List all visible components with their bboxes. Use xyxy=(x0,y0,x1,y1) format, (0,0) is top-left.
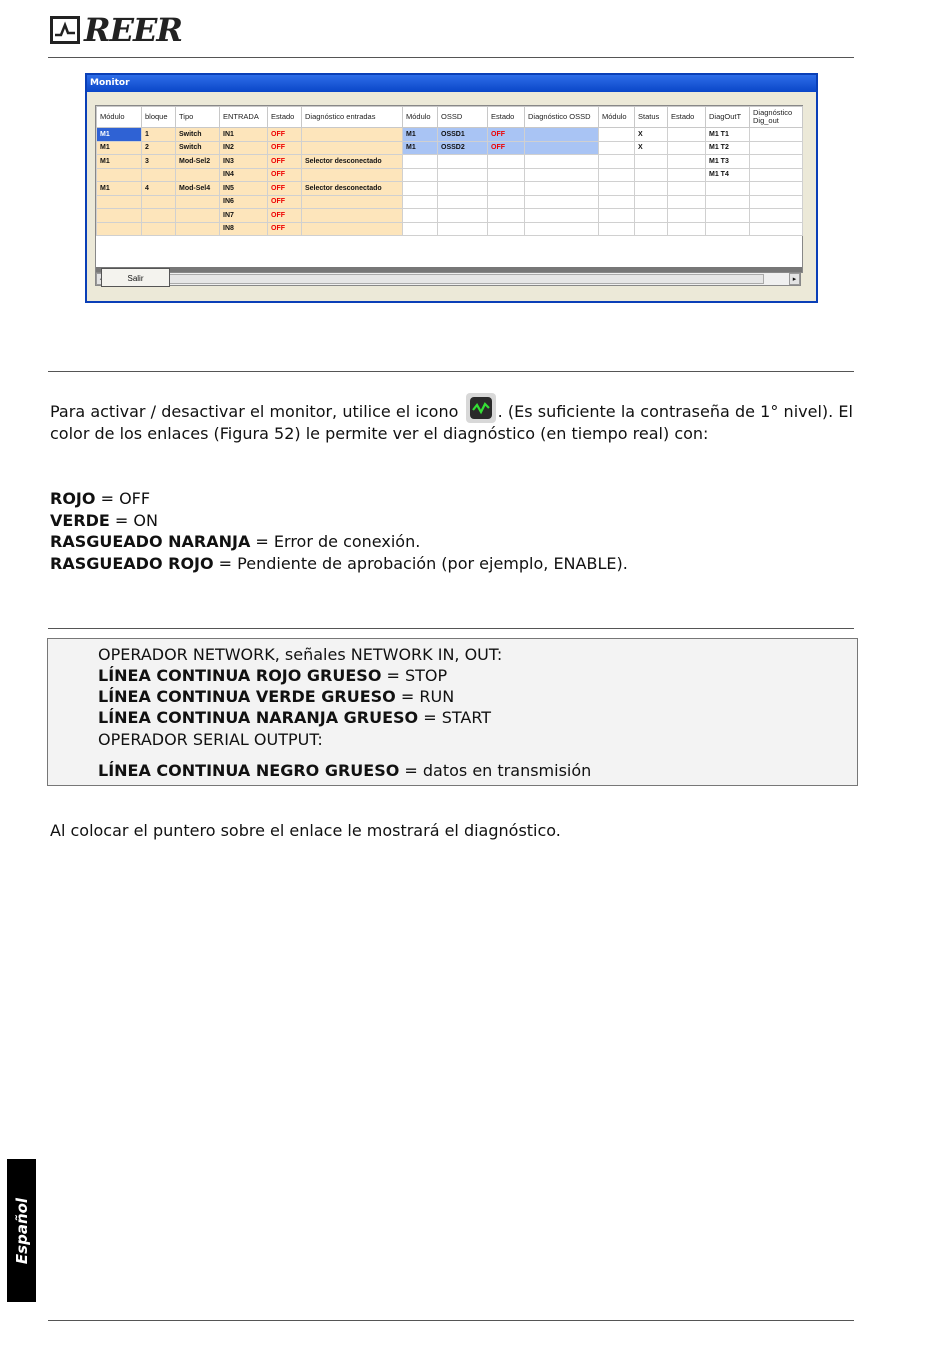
legend-green: VERDE = ON xyxy=(50,511,158,530)
table-cell: IN2 xyxy=(220,141,268,155)
horizontal-scrollbar[interactable] xyxy=(95,272,801,286)
table-row[interactable] xyxy=(97,168,803,182)
table-cell xyxy=(635,182,668,196)
paragraph-hover: Al colocar el puntero sobre el enlace le mostrará el diagnóstico. xyxy=(50,821,561,840)
table-cell xyxy=(706,209,750,223)
table-row[interactable] xyxy=(97,155,803,169)
monitor-table xyxy=(96,106,803,236)
table-cell xyxy=(750,155,803,169)
table-cell: OFF xyxy=(268,128,302,142)
scrollbar-thumb[interactable] xyxy=(108,274,764,284)
header-rule xyxy=(48,57,854,58)
table-cell xyxy=(97,168,142,182)
table-cell: X xyxy=(635,141,668,155)
table-cell xyxy=(488,209,525,223)
table-cell: OFF xyxy=(488,128,525,142)
table-cell: IN4 xyxy=(220,168,268,182)
column-header[interactable]: Módulo xyxy=(97,107,142,128)
table-cell: M1 xyxy=(403,128,438,142)
table-cell: X xyxy=(635,128,668,142)
table-row[interactable] xyxy=(97,128,803,142)
table-cell xyxy=(525,168,599,182)
table-cell xyxy=(302,195,403,209)
table-cell xyxy=(176,168,220,182)
table-cell: Selector desconectado xyxy=(302,155,403,169)
table-cell: M1 T4 xyxy=(706,168,750,182)
table-row[interactable] xyxy=(97,141,803,155)
table-cell xyxy=(403,182,438,196)
table-cell xyxy=(750,128,803,142)
table-cell xyxy=(706,195,750,209)
table-cell xyxy=(176,209,220,223)
column-header[interactable]: Tipo xyxy=(176,107,220,128)
table-cell xyxy=(438,182,488,196)
column-header[interactable]: Módulo xyxy=(599,107,635,128)
table-cell xyxy=(142,222,176,236)
table-cell: OFF xyxy=(268,182,302,196)
column-header[interactable]: OSSD xyxy=(438,107,488,128)
table-cell: M1 xyxy=(97,128,142,142)
table-cell xyxy=(635,222,668,236)
table-cell xyxy=(599,182,635,196)
table-cell xyxy=(750,141,803,155)
column-header[interactable]: Diagnóstico OSSD xyxy=(525,107,599,128)
language-side-tab: Español xyxy=(7,1159,36,1302)
table-cell xyxy=(750,222,803,236)
table-cell xyxy=(668,128,706,142)
logo-text: REER xyxy=(84,11,182,49)
window-title: Monitor xyxy=(87,75,816,92)
exit-button[interactable]: Salir xyxy=(101,268,170,287)
table-cell xyxy=(97,195,142,209)
table-cell xyxy=(302,168,403,182)
box-line-network: OPERADOR NETWORK, señales NETWORK IN, OUT: xyxy=(98,645,503,664)
table-cell: OFF xyxy=(488,141,525,155)
table-cell: IN1 xyxy=(220,128,268,142)
table-cell xyxy=(599,155,635,169)
table-cell: Switch xyxy=(176,141,220,155)
section-rule-2 xyxy=(48,628,854,629)
monitor-grid xyxy=(95,105,803,273)
table-cell xyxy=(668,168,706,182)
column-header[interactable]: Diagnóstico Dig_out xyxy=(750,107,803,128)
table-cell: Selector desconectado xyxy=(302,182,403,196)
table-cell xyxy=(750,168,803,182)
paragraph-text-before: Para activar / desactivar el monitor, utilice el icono xyxy=(50,402,459,421)
legend-red-dashed: RASGUEADO ROJO = Pendiente de aprobación (por ejemplo, ENABLE). xyxy=(50,554,628,573)
table-cell xyxy=(525,195,599,209)
box-line-start: LÍNEA CONTINUA NARANJA GRUESO = START xyxy=(98,708,492,727)
column-header[interactable]: DiagOutT xyxy=(706,107,750,128)
table-cell xyxy=(403,155,438,169)
table-cell xyxy=(668,222,706,236)
table-cell: IN5 xyxy=(220,182,268,196)
table-cell: Mod-Sel4 xyxy=(176,182,220,196)
table-cell xyxy=(599,209,635,223)
table-cell xyxy=(438,168,488,182)
table-cell xyxy=(403,195,438,209)
table-cell: M1 xyxy=(97,182,142,196)
table-cell: M1 T2 xyxy=(706,141,750,155)
table-cell xyxy=(668,209,706,223)
table-cell xyxy=(599,128,635,142)
table-cell xyxy=(302,209,403,223)
paragraph-text-after: . (Es suficiente la contraseña de 1° nivel). El color de los enlaces (Figura 52) le permite ver el diagnóstico (en tiempo real) con: xyxy=(50,402,853,443)
table-cell xyxy=(525,182,599,196)
scroll-right-icon[interactable]: ▸ xyxy=(789,273,800,285)
table-cell xyxy=(438,195,488,209)
table-cell xyxy=(142,209,176,223)
legend-red: ROJO = OFF xyxy=(50,489,151,508)
table-cell: 4 xyxy=(142,182,176,196)
box-line-serial: OPERADOR SERIAL OUTPUT: xyxy=(98,730,323,749)
table-cell: Mod-Sel2 xyxy=(176,155,220,169)
table-cell xyxy=(599,168,635,182)
table-cell: M1 xyxy=(403,141,438,155)
paragraph-monitor xyxy=(50,393,853,445)
table-cell xyxy=(97,222,142,236)
table-cell: IN3 xyxy=(220,155,268,169)
table-cell xyxy=(750,195,803,209)
table-cell xyxy=(635,195,668,209)
table-cell xyxy=(403,209,438,223)
table-row[interactable] xyxy=(97,195,803,209)
table-cell: Switch xyxy=(176,128,220,142)
table-cell xyxy=(142,168,176,182)
table-cell xyxy=(706,222,750,236)
table-cell xyxy=(176,222,220,236)
table-cell xyxy=(599,195,635,209)
reer-logo-mark-icon xyxy=(50,16,80,44)
monitor-icon xyxy=(466,393,496,423)
table-cell: M1 T3 xyxy=(706,155,750,169)
box-line-data: LÍNEA CONTINUA NEGRO GRUESO = datos en transmisión xyxy=(98,761,592,780)
table-cell xyxy=(488,195,525,209)
table-cell xyxy=(142,195,176,209)
table-cell: OFF xyxy=(268,195,302,209)
table-row[interactable] xyxy=(97,209,803,223)
column-header[interactable]: Estado xyxy=(268,107,302,128)
table-cell: M1 T1 xyxy=(706,128,750,142)
table-cell xyxy=(525,141,599,155)
table-cell xyxy=(403,168,438,182)
table-cell xyxy=(488,168,525,182)
column-header[interactable]: ENTRADA xyxy=(220,107,268,128)
table-cell: OFF xyxy=(268,168,302,182)
table-cell xyxy=(438,209,488,223)
table-cell xyxy=(488,222,525,236)
table-cell: OFF xyxy=(268,209,302,223)
table-row[interactable] xyxy=(97,222,803,236)
table-cell xyxy=(438,222,488,236)
table-cell xyxy=(403,222,438,236)
column-header[interactable]: Diagnóstico entradas xyxy=(302,107,403,128)
table-cell xyxy=(302,128,403,142)
table-cell: OFF xyxy=(268,141,302,155)
table-cell: IN8 xyxy=(220,222,268,236)
box-line-run: LÍNEA CONTINUA VERDE GRUESO = RUN xyxy=(98,687,455,706)
table-cell xyxy=(668,182,706,196)
table-cell xyxy=(525,222,599,236)
table-cell xyxy=(599,141,635,155)
table-cell: OSSD2 xyxy=(438,141,488,155)
table-cell: OSSD1 xyxy=(438,128,488,142)
table-cell: OFF xyxy=(268,222,302,236)
legend-orange-dashed: RASGUEADO NARANJA = Error de conexión. xyxy=(50,532,421,551)
monitor-window xyxy=(85,73,818,303)
column-header[interactable]: Estado xyxy=(668,107,706,128)
table-cell: OFF xyxy=(268,155,302,169)
table-cell xyxy=(302,141,403,155)
table-cell xyxy=(706,182,750,196)
section-rule-1 xyxy=(48,371,854,372)
column-header[interactable]: Estado xyxy=(488,107,525,128)
column-header[interactable]: Módulo xyxy=(403,107,438,128)
table-cell xyxy=(525,155,599,169)
table-cell xyxy=(525,128,599,142)
table-cell xyxy=(488,155,525,169)
table-cell xyxy=(302,222,403,236)
table-cell: IN6 xyxy=(220,195,268,209)
network-operator-box xyxy=(47,638,858,786)
reer-logo xyxy=(50,12,182,48)
table-cell xyxy=(668,141,706,155)
footer-rule xyxy=(48,1320,854,1321)
table-cell: M1 xyxy=(97,141,142,155)
table-row[interactable] xyxy=(97,182,803,196)
table-cell: IN7 xyxy=(220,209,268,223)
table-cell xyxy=(488,182,525,196)
table-cell xyxy=(635,155,668,169)
table-cell xyxy=(750,182,803,196)
table-cell: 3 xyxy=(142,155,176,169)
table-cell xyxy=(599,222,635,236)
table-cell xyxy=(635,209,668,223)
column-header[interactable]: bloque xyxy=(142,107,176,128)
box-line-stop: LÍNEA CONTINUA ROJO GRUESO = STOP xyxy=(98,666,448,685)
table-cell: 2 xyxy=(142,141,176,155)
table-cell xyxy=(668,155,706,169)
table-cell xyxy=(438,155,488,169)
table-cell xyxy=(668,195,706,209)
table-cell: M1 xyxy=(97,155,142,169)
table-cell xyxy=(635,168,668,182)
table-cell xyxy=(750,209,803,223)
table-cell: 1 xyxy=(142,128,176,142)
column-header[interactable]: Status xyxy=(635,107,668,128)
table-cell xyxy=(525,209,599,223)
table-cell xyxy=(176,195,220,209)
table-cell xyxy=(97,209,142,223)
